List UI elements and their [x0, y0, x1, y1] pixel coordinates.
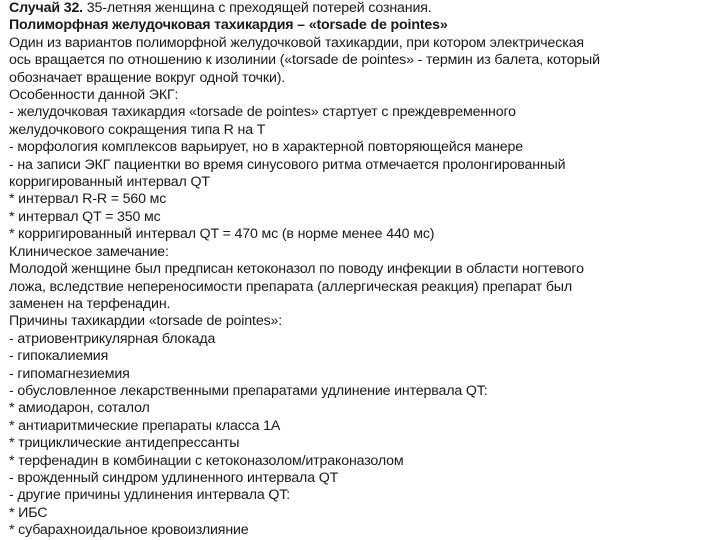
text-line: Один из вариантов полиморфной желудочковой тахикардии, при котором электрическая: [9, 34, 584, 51]
section-heading-ecg-features: Особенности данной ЭКГ:: [9, 87, 179, 104]
text-line: корригированный интервал QT: [9, 174, 210, 191]
case-heading: [9, 0, 715, 17]
text-line: * интервал QT = 350 мс: [9, 208, 161, 225]
document-title: Полиморфная желудочковая тахикардия – «torsade de pointes»: [9, 17, 448, 34]
list-item: * субарахноидальное кровоизлияние: [9, 522, 249, 539]
list-item: - обусловленное лекарственными препаратами удлинение интервала QT:: [9, 382, 488, 399]
list-item: - другие причины удлинения интервала QT:: [9, 487, 291, 504]
text-line: * интервал R-R = 560 мс: [9, 191, 167, 208]
text-line: - желудочковая тахикардия «torsade de pointes» стартует с преждевременного: [9, 104, 516, 121]
list-item: - гипокалиемия: [9, 348, 109, 365]
list-item: - врожденный синдром удлиненного интервала QT: [9, 469, 339, 486]
section-heading-causes: Причины тахикардии «torsade de pointes»:: [9, 313, 283, 330]
list-item: * трициклические антидепрессанты: [9, 435, 240, 452]
text-line: ось вращается по отношению к изолинии («torsade de pointes» - термин из балета, который: [9, 52, 600, 69]
text-line: * корригированный интервал QT = 470 мс (в норме менее 440 мс): [9, 226, 435, 243]
text-line: обозначает вращение вокруг одной точки).: [9, 69, 286, 86]
list-item: - гипомагнезиемия: [9, 365, 130, 382]
list-item: - атриовентрикулярная блокада: [9, 330, 216, 347]
list-item: * ИБС: [9, 504, 48, 521]
document-page: [9, 0, 715, 540]
text-line: - на записи ЭКГ пациентки во время синусового ритма отмечается пролонгированный: [9, 156, 566, 173]
case-description: 35-летняя женщина с преходящей потерей сознания.: [82, 0, 432, 16]
list-item: * антиаритмические препараты класса 1А: [9, 417, 281, 434]
text-line: Молодой женщине был предписан кетоконазол по поводу инфекции в области ногтевого: [9, 261, 584, 278]
list-item: * амиодарон, соталол: [9, 400, 150, 417]
text-line: желудочкового сокращения типа R на T: [9, 121, 266, 138]
text-line: - морфология комплексов варьирует, но в характерной повторяющейся манере: [9, 139, 524, 156]
list-item: * терфенадин в комбинации с кетоконазолом/итраконазолом: [9, 452, 404, 469]
section-heading-clinical-note: Клиническое замечание:: [9, 243, 169, 260]
text-line: ложа, вследствие непереносимости препарата (аллергическая реакция) препарат был: [9, 278, 572, 295]
case-label: Случай 32.: [9, 0, 83, 16]
text-line: заменен на терфенадин.: [9, 295, 171, 312]
